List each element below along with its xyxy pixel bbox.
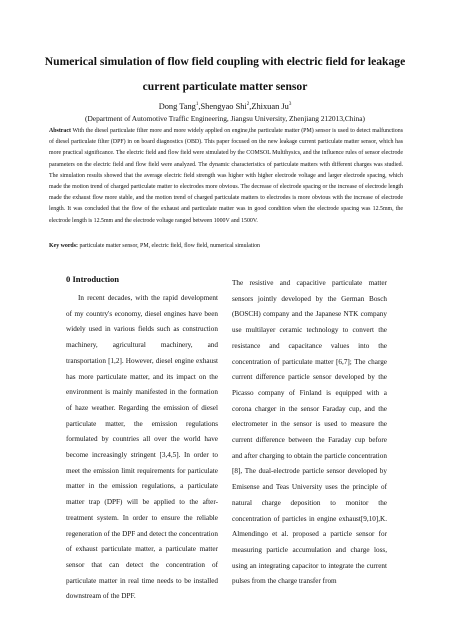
author-name: Zhixuan Ju [251, 102, 289, 111]
affiliation: (Department of Automotive Traffic Engineering, Jiangsu University, Zhenjiang 212013,China) [85, 114, 365, 123]
author-mark: 2 [246, 102, 250, 108]
keywords-text: particulate matter sensor, PM, electric field, flow field, numerical simulation [79, 243, 260, 249]
author-name: Dong Tang [158, 102, 196, 111]
keywords [49, 241, 403, 252]
author-mark: 1 [195, 102, 199, 108]
body-column-left: In recent decades, with the rapid development of my country's economy, diesel engines have been widely used in various fields such as construction machinery, agricultural machinery, and transportation [1,2]. However, diesel engine exhaust has more particulate matter, and its impact on the environment is mainly manifested in the formation of haze weather. Regarding the emission of diesel particulate matter, the emission regulations formulated by countries all over the world have become increasingly stringent [3,4,5]. In order to meet the emission limit requirements for particulate matter in the emission regulations, a particulate matter trap (DPF) will be applied to the after-treatment system. In order to ensure the reliable regeneration of the DPF and detect the concentration of exhaust particulate matter, a particulate matter sensor that can detect the concentration of particulate matter in real time needs to be installed downstream of the DPF. [66, 294, 218, 601]
body-column-right: The resistive and capacitive particulate matter sensors jointly developed by the German Bosch (BOSCH) company and the Japanese NTK company use multilayer ceramic technology to convert the resistance and capacitance values into the concentration of particulate matter [6,7]; The charge current difference particle sensor developed by the Picasso company of Finland is equipped with a corona charger in the sensor Faraday cup, and the electrometer in the sensor is used to measure the current difference between the Faraday cup before and after charging to obtain the particle concentration [8], The dual-electrode particle sensor developed by Emisense and Teas University uses the principle of natural charge deposition to monitor the concentration of particles in engine exhaust[9,10],K. Almendingo et al. proposed a particle sensor for measuring particle accumulation and charge loss, using an integrating capacitor to integrate the current pulses from the charge transfer from [232, 279, 387, 586]
keywords-label: Key words: [49, 243, 78, 249]
author-list: Dong Tang$^1$,Shengyao Shi$^2$,Zhixuan Ju$^3$ [158, 102, 292, 111]
abstract-label: Abstract [49, 128, 71, 134]
author-name: Shengyao Shi [200, 102, 247, 111]
abstract [49, 126, 403, 227]
author-mark: 3 [288, 102, 292, 108]
abstract-text: With the diesel particulate filter more and more widely applied on engine,the particulate matter (PM) sensor is used to detect malfunctions of diesel particulate filter (DPF) in on board diagnostics (OBD). This paper focused on the new leakage current particulate matter sensor, which has more practical significance. The electric field and flow field were simulated by the COMSOL Multihysics, and the influence rules of sensor electrode parameters on the electric field and flow field were analyzed. The dynamic characteristics of particulate matters with different charges was studied. The simulation results showed that the average electric field strength was higher with higher electrode voltage and larger electrode spacing, which made the motion trend of charged particulate matter to electrodes more obvious. The decrease of electrode spacing or the increase of electrode length made the exhaust flow more stable, and the motion trend of charged particulate matters to electrodes is more obvious with the increase of electrode length. It was concluded that the flow of the exhaust and particulate matter was in good condition when the electrode spacing was 12.5mm, the electrode length is 12.5mm and the electrode voltage ranged between 1000V and 1500V. [49, 128, 403, 224]
section-heading: 0 Introduction [66, 274, 120, 284]
paper-title: Numerical simulation of flow field coupling with electric field for leakage current particulate matter sensor [44, 55, 406, 93]
